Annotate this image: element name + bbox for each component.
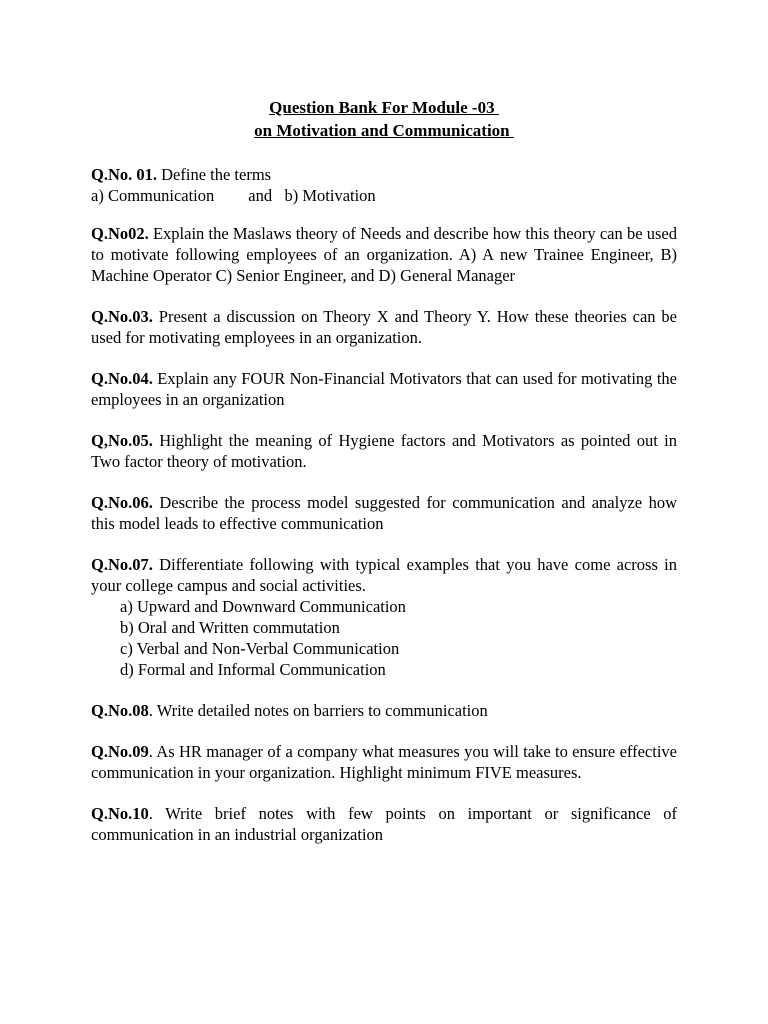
question-text: . Write detailed notes on barriers to communication bbox=[148, 701, 488, 720]
question-text: Differentiate following with typical examples that you have come across in your college campus and social activities. bbox=[91, 555, 677, 595]
question-label: Q.No.06. bbox=[91, 493, 153, 512]
question-label: Q.No02. bbox=[91, 224, 149, 243]
question-10 bbox=[91, 803, 677, 845]
question-05 bbox=[91, 430, 677, 472]
document-title bbox=[91, 96, 677, 142]
question-label: Q.No.09 bbox=[91, 742, 149, 761]
question-08 bbox=[91, 700, 677, 721]
question-04 bbox=[91, 368, 677, 410]
title-line-2: on Motivation and Communication bbox=[254, 121, 514, 140]
question-03 bbox=[91, 306, 677, 348]
question-07 bbox=[91, 554, 677, 680]
question-label: Q.No.08 bbox=[91, 701, 149, 720]
question-text: . Write brief notes with few points on important or significance of communication in an industrial organization bbox=[91, 804, 677, 844]
list-item: d) Formal and Informal Communication bbox=[120, 660, 386, 679]
question-02 bbox=[91, 223, 677, 286]
question-06 bbox=[91, 492, 677, 534]
question-label: Q.No.07. bbox=[91, 555, 153, 574]
list-item: b) Oral and Written commutation bbox=[120, 618, 340, 637]
list-item: a) Upward and Downward Communication bbox=[120, 597, 406, 616]
list-item: c) Verbal and Non-Verbal Communication bbox=[120, 639, 400, 658]
question-01 bbox=[91, 164, 677, 206]
term-a: a) Communication bbox=[91, 186, 215, 205]
title-line-1: Question Bank For Module -03 bbox=[269, 98, 499, 117]
question-text: Highlight the meaning of Hygiene factors and Motivators as pointed out in Two factor theory of motivation. bbox=[91, 431, 678, 471]
term-b: b) Motivation bbox=[284, 186, 376, 205]
question-label: Q.No.03. bbox=[91, 307, 153, 326]
question-text: Explain any FOUR Non-Financial Motivators that can used for motivating the employees in an organization bbox=[91, 369, 677, 409]
question-text: Define the terms bbox=[161, 165, 272, 184]
term-and: and bbox=[248, 186, 273, 205]
question-label: Q.No.04. bbox=[91, 369, 153, 388]
question-text: . As HR manager of a company what measures you will take to ensure effective communication in your organization. Highlight minimum FIVE measures. bbox=[91, 742, 677, 782]
question-text: Explain the Maslaws theory of Needs and describe how this theory can be used to motivate following employees of an organization. A) A new Trainee Engineer, B) Machine Operator C) Senior Engineer, and D) General Manager bbox=[91, 224, 677, 285]
question-09 bbox=[91, 741, 677, 783]
question-07-stem bbox=[91, 554, 677, 596]
question-label: Q,No.05. bbox=[91, 431, 153, 450]
question-text: Describe the process model suggested for communication and analyze how this model leads to effective communication bbox=[91, 493, 678, 533]
question-label: Q.No.10 bbox=[91, 804, 149, 823]
question-label: Q.No. 01. bbox=[91, 165, 157, 184]
question-text: Present a discussion on Theory X and Theory Y. How these theories can be used for motivating employees in an organization. bbox=[91, 307, 678, 347]
